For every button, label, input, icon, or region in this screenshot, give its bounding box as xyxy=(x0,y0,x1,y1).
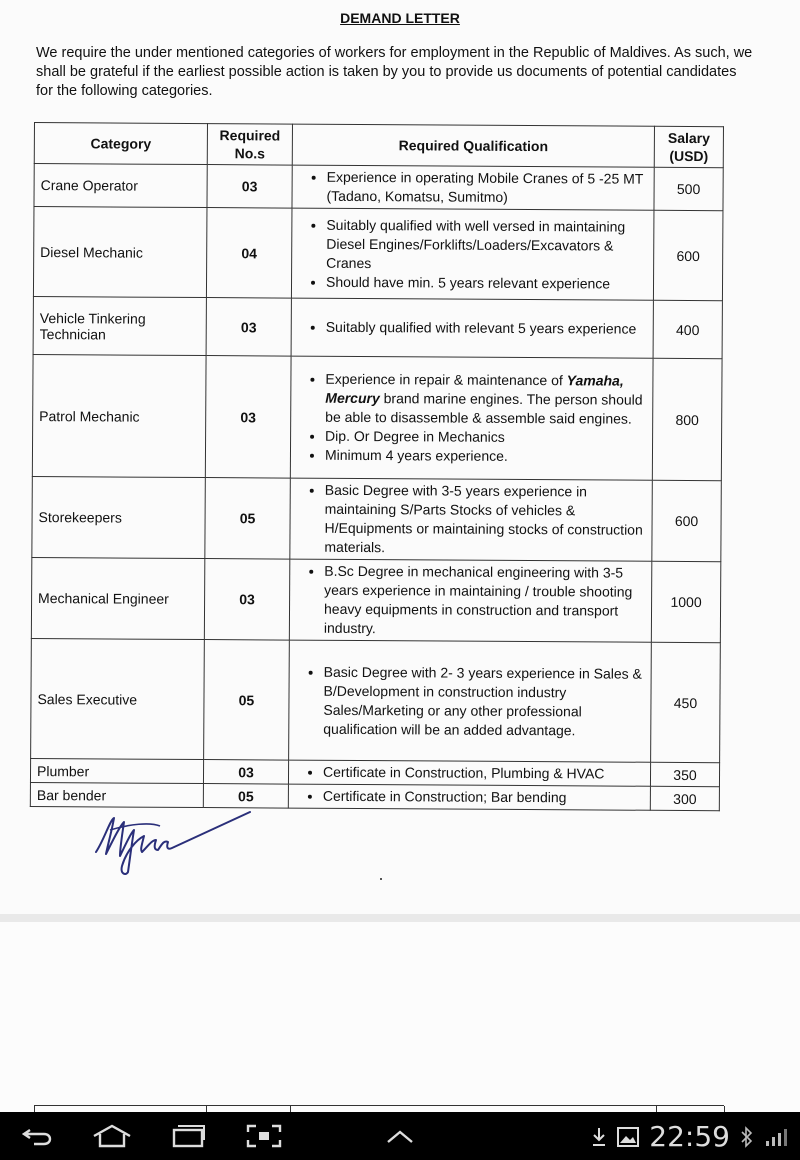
qualification-item: • Suitably qualified with relevant 5 years experience xyxy=(326,318,647,339)
qualification-cell xyxy=(290,356,653,480)
category-cell: Bar bender xyxy=(30,782,203,807)
salary-cell: 450 xyxy=(651,642,721,762)
back-icon[interactable] xyxy=(22,1124,56,1148)
header-qualification: Required Qualification xyxy=(292,124,654,167)
recent-apps-icon[interactable] xyxy=(170,1124,206,1148)
menu-up-icon[interactable] xyxy=(384,1124,416,1148)
qualification-item: • Experience in repair & maintenance of Yamaha, Mercury brand marine engines. The person should be able to disassemble & assemble said engines. xyxy=(325,370,646,429)
qualification-list xyxy=(296,481,645,559)
category-cell: Storekeepers xyxy=(32,476,205,558)
qualification-list xyxy=(295,763,644,784)
document-title: DEMAND LETTER xyxy=(340,10,460,26)
qualification-list xyxy=(295,662,644,740)
table-header-row xyxy=(34,123,723,168)
download-icon xyxy=(591,1126,607,1148)
required-count-cell: 03 xyxy=(206,298,291,357)
category-cell: Plumber xyxy=(30,758,203,783)
qualification-item: • Certificate in Construction, Plumbing & HVAC xyxy=(323,763,644,784)
qualification-cell xyxy=(291,298,653,358)
system-navigation-bar xyxy=(0,1112,800,1160)
required-count-cell: 03 xyxy=(204,559,289,641)
qualification-cell xyxy=(292,165,654,210)
brand-names: Yamaha, Mercury xyxy=(325,372,624,407)
salary-cell: 600 xyxy=(653,210,723,300)
required-count-cell: 05 xyxy=(204,640,290,761)
qualification-item: • Minimum 4 years experience. xyxy=(325,446,646,467)
qualification-list xyxy=(298,318,647,339)
signal-icon xyxy=(764,1127,788,1147)
required-count-cell: 05 xyxy=(205,478,290,560)
salary-cell: 1000 xyxy=(651,561,720,642)
table-row xyxy=(31,638,721,762)
table-row xyxy=(31,557,720,642)
required-count-cell: 05 xyxy=(203,784,288,809)
required-count-cell: 04 xyxy=(206,208,292,299)
qualification-cell xyxy=(290,478,652,561)
home-icon[interactable] xyxy=(92,1124,132,1148)
bluetooth-icon xyxy=(740,1126,754,1148)
qualification-item: • Certificate in Construction; Bar bending xyxy=(323,787,644,808)
table-row xyxy=(34,164,723,211)
qualification-item: • Should have min. 5 years relevant experience xyxy=(326,272,647,293)
salary-cell: 500 xyxy=(654,167,723,210)
table-row xyxy=(32,354,722,480)
speck xyxy=(380,878,382,880)
qualification-cell xyxy=(288,784,650,810)
salary-cell: 350 xyxy=(650,762,719,786)
required-count-cell: 03 xyxy=(207,165,292,209)
qualification-cell xyxy=(288,760,650,786)
header-category: Category xyxy=(34,123,207,165)
salary-cell: 600 xyxy=(652,480,721,561)
category-cell: Diesel Mechanic xyxy=(33,207,207,298)
qualification-cell xyxy=(291,208,654,300)
screenshot-icon[interactable] xyxy=(246,1124,282,1148)
signature xyxy=(90,800,260,880)
header-required: Required No.s xyxy=(207,124,292,166)
qualification-cell xyxy=(289,640,652,762)
salary-cell: 800 xyxy=(652,358,722,480)
required-count-cell: 03 xyxy=(205,356,291,479)
qualification-list xyxy=(295,787,644,808)
category-cell: Crane Operator xyxy=(34,164,207,208)
qualification-list xyxy=(298,168,647,208)
status-area xyxy=(591,1120,788,1153)
qualification-item: • Basic Degree with 3-5 years experience in maintaining S/Parts Stocks of vehicles & H/Equipments or maintaining stocks of construction materials. xyxy=(324,481,645,559)
qualification-item: • B.Sc Degree in mechanical engineering with 3-5 years experience in maintaining / trouble shooting heavy equipments in construction and transport industry. xyxy=(324,562,645,640)
category-cell: Mechanical Engineer xyxy=(31,557,204,639)
qualification-item: • Experience in operating Mobile Cranes of 5 -25 MT (Tadano, Komatsu, Sumitmo) xyxy=(326,168,647,208)
table-row xyxy=(33,296,722,358)
table-row xyxy=(32,476,721,561)
intro-paragraph: We require the under mentioned categories of workers for employment in the Republic of Maldives. As such, we shall be grateful if the earliest possible action is taken by you to provide us documents of potential candidates for the following categories. xyxy=(36,45,753,99)
demand-table xyxy=(30,122,724,811)
qualification-item: • Basic Degree with 2- 3 years experience in Sales & B/Development in construction industry Sales/Marketing or any other professional qualification will be an added advantage. xyxy=(323,662,644,740)
table-row xyxy=(33,207,723,301)
clock: 22:59 xyxy=(649,1120,730,1153)
category-cell: Vehicle Tinkering Technician xyxy=(33,296,206,355)
header-salary: Salary (USD) xyxy=(654,126,723,167)
qualification-cell xyxy=(289,559,651,642)
required-count-cell: 03 xyxy=(203,760,288,785)
qualification-list xyxy=(296,562,645,640)
next-page xyxy=(0,922,800,1112)
qualification-list xyxy=(298,215,647,293)
gallery-icon xyxy=(617,1127,639,1147)
qualification-item: • Dip. Or Degree in Mechanics xyxy=(325,427,646,448)
qualification-list xyxy=(297,370,647,467)
category-cell: Sales Executive xyxy=(31,638,205,759)
category-cell: Patrol Mechanic xyxy=(32,354,206,477)
qualification-item: • Suitably qualified with well versed in maintaining Diesel Engines/Forklifts/Loaders/Excavators & Cranes xyxy=(326,215,647,274)
salary-cell: 400 xyxy=(653,300,722,358)
salary-cell: 300 xyxy=(650,786,719,810)
